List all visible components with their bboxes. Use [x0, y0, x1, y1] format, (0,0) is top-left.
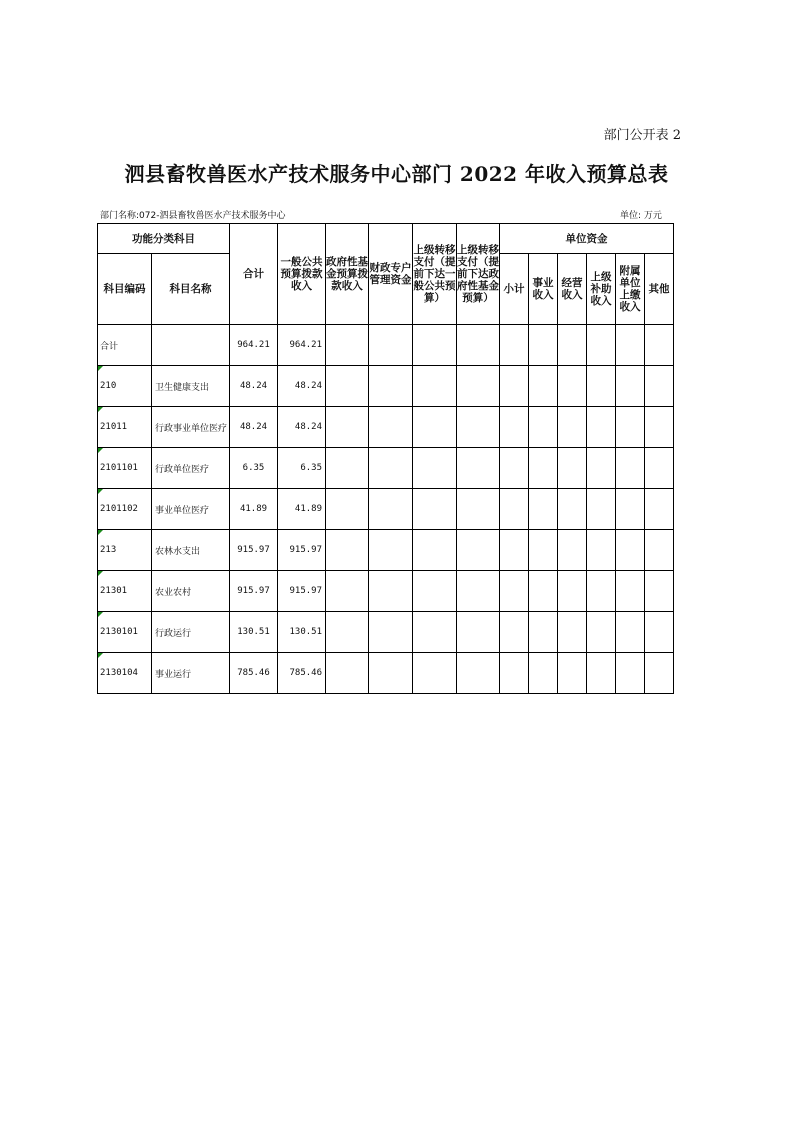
row-total: 130.51: [230, 612, 278, 653]
row-total: 915.97: [230, 530, 278, 571]
row-general: 915.97: [278, 571, 326, 612]
table-row: [98, 448, 674, 489]
header-superior-subsidy: 上级补助收入: [587, 254, 616, 325]
table-row: [98, 407, 674, 448]
row-general: 130.51: [278, 612, 326, 653]
header-transfer-fund: 上级转移支付（提前下达政府性基金预算）: [457, 224, 500, 325]
row-code: 21301: [98, 571, 152, 612]
header-other: 其他: [645, 254, 674, 325]
header-total: 合计: [230, 224, 278, 325]
unit-label: 单位: 万元: [620, 211, 662, 221]
table-tag: 部门公开表 2: [603, 128, 681, 143]
row-code: 21011: [98, 407, 152, 448]
row-code: 2130101: [98, 612, 152, 653]
header-unit-funds: 单位资金: [500, 224, 674, 254]
row-name: 卫生健康支出: [152, 366, 230, 407]
row-total: 915.97: [230, 571, 278, 612]
row-code: 2101101: [98, 448, 152, 489]
table-row: [98, 325, 674, 366]
header-transfer-general: 上级转移支付（提前下达一般公共预算）: [413, 224, 457, 325]
row-code: 2130104: [98, 653, 152, 694]
table-row: [98, 489, 674, 530]
row-general: 48.24: [278, 366, 326, 407]
row-name: 行政运行: [152, 612, 230, 653]
row-name: 事业单位医疗: [152, 489, 230, 530]
row-general: 41.89: [278, 489, 326, 530]
header-fiscal-special: 财政专户管理资金: [369, 224, 413, 325]
table-row: [98, 530, 674, 571]
row-general: 915.97: [278, 530, 326, 571]
row-name: [152, 325, 230, 366]
row-total: 964.21: [230, 325, 278, 366]
row-total: 41.89: [230, 489, 278, 530]
row-name: 行政单位医疗: [152, 448, 230, 489]
row-total: 6.35: [230, 448, 278, 489]
row-total: 48.24: [230, 366, 278, 407]
header-affiliated-income: 附属单位上缴收入: [616, 254, 645, 325]
row-general: 785.46: [278, 653, 326, 694]
header-subject-code: 科目编码: [98, 254, 152, 325]
table-row: [98, 571, 674, 612]
table-row: [98, 653, 674, 694]
header-business-income: 事业收入: [529, 254, 558, 325]
row-total: 48.24: [230, 407, 278, 448]
row-name: 行政事业单位医疗: [152, 407, 230, 448]
row-general: 48.24: [278, 407, 326, 448]
row-name: 农林水支出: [152, 530, 230, 571]
revenue-budget-table: [97, 223, 674, 694]
header-func-class: 功能分类科目: [98, 224, 230, 254]
row-name: 农业农村: [152, 571, 230, 612]
department-name: 部门名称:072-泗县畜牧兽医水产技术服务中心: [100, 211, 286, 221]
table-row: [98, 366, 674, 407]
row-code: 2101102: [98, 489, 152, 530]
table-row: [98, 612, 674, 653]
page-title: 泗县畜牧兽医水产技术服务中心部门 2022 年收入预算总表: [124, 162, 669, 186]
row-code: 213: [98, 530, 152, 571]
header-gov-fund: 政府性基金预算拨款收入: [326, 224, 369, 325]
row-general: 964.21: [278, 325, 326, 366]
row-code: 合计: [98, 325, 152, 366]
row-general: 6.35: [278, 448, 326, 489]
row-total: 785.46: [230, 653, 278, 694]
header-general-budget: 一般公共预算拨款收入: [278, 224, 326, 325]
row-code: 210: [98, 366, 152, 407]
header-subject-name: 科目名称: [152, 254, 230, 325]
row-name: 事业运行: [152, 653, 230, 694]
header-operating-income: 经营收入: [558, 254, 587, 325]
header-subtotal: 小计: [500, 254, 529, 325]
